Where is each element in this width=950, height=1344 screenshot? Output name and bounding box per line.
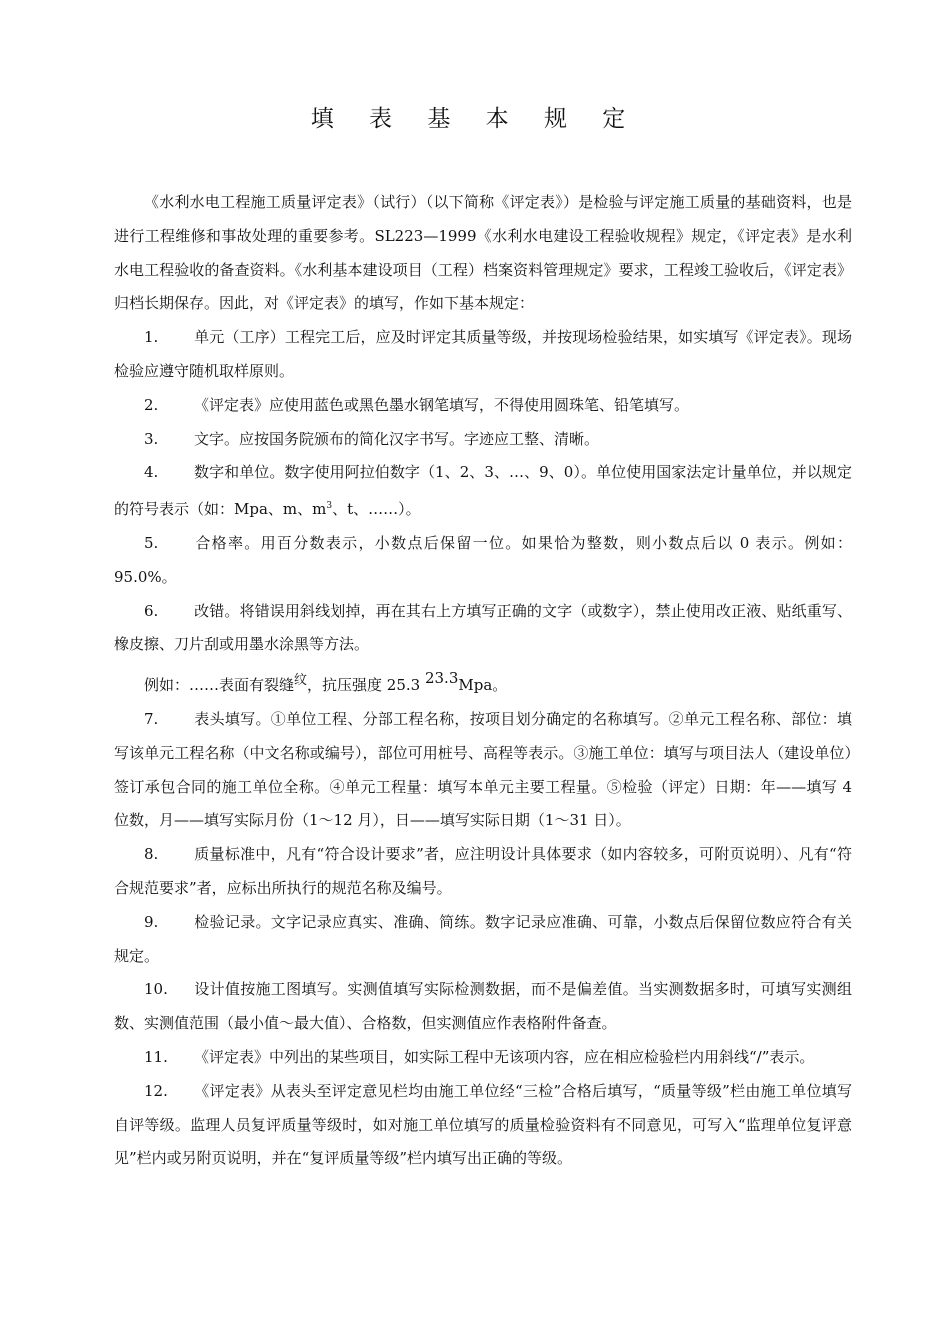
superscript-3: 3 [326, 501, 333, 512]
rule-number: 10. [144, 980, 168, 999]
rule-item-4 [114, 456, 852, 527]
rule-number: 11. [144, 1047, 168, 1066]
example-suffix: Mpa。 [458, 676, 508, 695]
rule-item-2 [114, 389, 852, 423]
rule-item-9 [114, 906, 852, 974]
rule-number: 7. [144, 709, 159, 728]
rule-item-11 [114, 1041, 852, 1075]
example-correction-2: 23.3 [424, 669, 459, 688]
page-title: 填 表 基 本 规 定 [310, 106, 640, 132]
rule-text: 检验记录。文字记录应真实、准确、简练。数字记录应准确、可靠，小数点后保留位数应符合有关规定。 [114, 912, 852, 965]
rule-item-6 [114, 595, 852, 663]
example-middle: ，抗压强度 25.3 [307, 676, 425, 695]
rule-item-8 [114, 838, 852, 906]
rule-item-3 [114, 423, 852, 457]
rule-item-12 [114, 1075, 852, 1176]
rule-text: 《评定表》从表头至评定意见栏均由施工单位经“三检”合格后填写，“质量等级”栏由施工单位填写自评等级。监理人员复评质量等级时，如对施工单位填写的质量检验资料有不同意见，可写入“监理单位复评意见”栏内或另附页说明，并在“复评质量等级”栏内填写出正确的等级。 [114, 1081, 852, 1168]
rule-item-1 [114, 321, 852, 389]
rule-item-5 [114, 527, 852, 595]
rule-text: 单元（工序）工程完工后，应及时评定其质量等级，并按现场检验结果，如实填写《评定表》。现场检验应遵守随机取样原则。 [114, 328, 852, 380]
rule-text: 改错。将错误用斜线划掉，再在其右上方填写正确的文字（或数字），禁止使用改正液、贴纸重写、橡皮擦、刀片刮或用墨水涂黑等方法。 [114, 601, 852, 654]
rule-text: 数字和单位。数字使用阿拉伯数字（1、2、3、…、9、0）。单位使用国家法定计量单位，并以规定的符号表示（如：Mpa、m、m [114, 463, 852, 519]
rule-number: 6. [144, 601, 159, 620]
rule-item-7 [114, 703, 852, 838]
rule-text: 合格率。用百分数表示，小数点后保留一位。如果恰为整数，则小数点后以 0 表示。例如：95.0%。 [114, 533, 852, 586]
rule-number: 1. [144, 328, 159, 347]
rule-number: 2. [144, 395, 159, 414]
intro-paragraph: 《水利水电工程施工质量评定表》（试行）（以下简称《评定表》）是检验与评定施工质量的基础资料，也是进行工程维修和事故处理的重要参考。SL223—1999《水利水电建设工程验收规程》规定，《评定表》是水利水电工程验收的备查资料。《水利基本建设项目（工程）档案资料管理规定》要求，工程竣工验收后，《评定表》归档长期保存。因此，对《评定表》的填写，作如下基本规定： [114, 193, 852, 313]
rule-number: 4. [144, 463, 159, 482]
rule-text: 文字。应按国务院颁布的简化汉字书写。字迹应工整、清晰。 [194, 429, 600, 448]
rule-number: 3. [144, 429, 159, 448]
rule-number: 9. [144, 912, 159, 931]
example-correction-1: 纹 [294, 673, 308, 689]
rule-text: 质量标准中，凡有“符合设计要求”者，应注明设计具体要求（如内容较多，可附页说明）、凡有“符合规范要求”者，应标出所执行的规范名称及编号。 [114, 845, 852, 897]
rule-number: 5. [144, 533, 159, 552]
rule-number: 8. [144, 845, 159, 864]
rule-text: 《评定表》中列出的某些项目，如实际工程中无该项内容，应在相应检验栏内用斜线“/”表示。 [194, 1047, 815, 1066]
rule-text: 《评定表》应使用蓝色或黑色墨水钢笔填写，不得使用圆珠笔、铅笔填写。 [194, 395, 690, 414]
correction-example [114, 662, 852, 703]
rule-text: 表头填写。①单位工程、分部工程名称，按项目划分确定的名称填写。②单元工程名称、部位：填写该单元工程名称（中文名称或编号），部位可用桩号、高程等表示。③施工单位：填写与项目法人（建设单位）签订承包合同的施工单位全称。④单元工程量：填写本单元主要工程量。⑤检验（评定）日期：年——填写 4 位数，月——填写实际月份（1～12 月），日——填写实际日期（1～31 日）。 [114, 709, 852, 830]
rule-text: 设计值按施工图填写。实测值填写实际检测数据，而不是偏差值。当实测数据多时，可填写实测组数、实测值范围（最小值～最大值）、合格数，但实测值应作表格附件备查。 [114, 980, 852, 1033]
rule-number: 12. [144, 1081, 168, 1100]
rule-text-continued: 、t、……）。 [332, 500, 421, 519]
example-prefix: 例如：……表面有裂缝 [144, 676, 295, 695]
document-body [114, 186, 852, 1176]
rule-item-10 [114, 973, 852, 1041]
